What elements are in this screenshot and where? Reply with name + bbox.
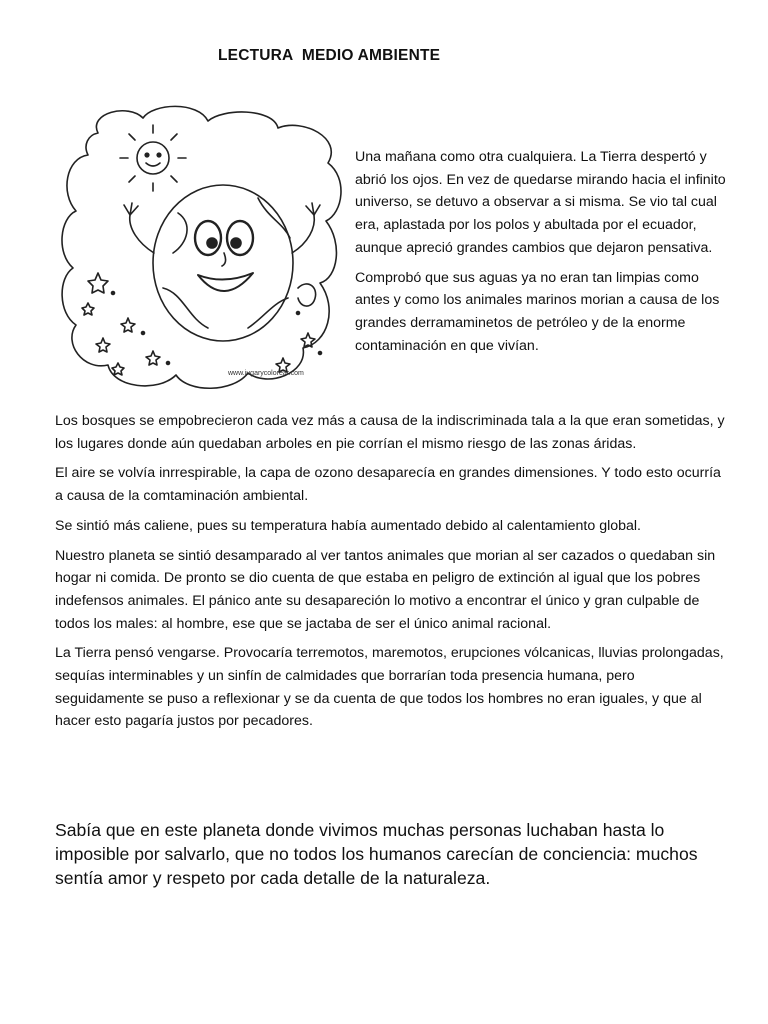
main-paragraph: Se sintió más caliene, pues su temperatura había aumentado debido al calentamiento global. <box>55 517 642 534</box>
final-paragraph: Sabía que en este planeta donde vivimos muchas personas luchaban hasta lo imposible por salvarlo, que no todos los humanos carecían de conciencia: muchos sentía amor y respeto por cada detalle de la naturaleza. <box>55 820 698 888</box>
side-paragraph: Una mañana como otra cualquiera. La Tierra despertó y abrió los ojos. En vez de quedarse mirando hacia el infinito universo, se detuvo a observar a si misma. Se vio tal cual era, aplastada por los polos y abultada por el ecuador, aunque apreció grandes cambios que dejaron pensativa. <box>355 149 726 256</box>
illustration-watermark: www.jugarycolorear.com <box>228 370 304 377</box>
main-paragraph: La Tierra pensó vengarse. Provocaría terremotos, maremotos, erupciones vólcanicas, lluvias prolongadas, sequías interminables y un sinfín de calmidades que borrarían toda presencia humana, pero seguidamente se puso a reflexionar y se da cuenta de que todos los hombres no eran iguales, y que al hacer esto pagaría justos por pecadores. <box>55 645 724 730</box>
main-paragraph: El aire se volvía inrrespirable, la capa de ozono desaparecía en grandes dimensiones. Y todo esto ocurría a causa de la comtaminación ambiental. <box>55 465 721 505</box>
main-paragraph: Nuestro planeta se sintió desamparado al ver tantos animales que morian al ser cazados o quedaban sin hogar ni comida. De pronto se dio cuenta de que estaba en peligro de extinción al igual que los pobres indefensos animales. El pánico ante su desapareción lo motivo a encontrar el único y gran culpable de todos los males: al hombre, ese que se jactaba de ser el único animal racional. <box>55 547 716 632</box>
side-text-column <box>355 146 730 364</box>
main-text-body <box>55 410 725 740</box>
main-paragraph: Los bosques se empobrecieron cada vez más a causa de la indiscriminada tala a la que eran sometidas, y los lugares donde aún quedaban arboles en pie corrían el mismo riesgo de las zonas áridas. <box>55 413 725 452</box>
document-title: LECTURA MEDIO AMBIENTE <box>218 47 441 64</box>
side-paragraph: Comprobó que sus aguas ya no eran tan limpias como antes y como los animales marinos morian a causa de los grandes derramaminetos de petróleo y de la enorme contaminación en que vivían. <box>355 269 720 354</box>
earth-illustration <box>58 103 343 393</box>
